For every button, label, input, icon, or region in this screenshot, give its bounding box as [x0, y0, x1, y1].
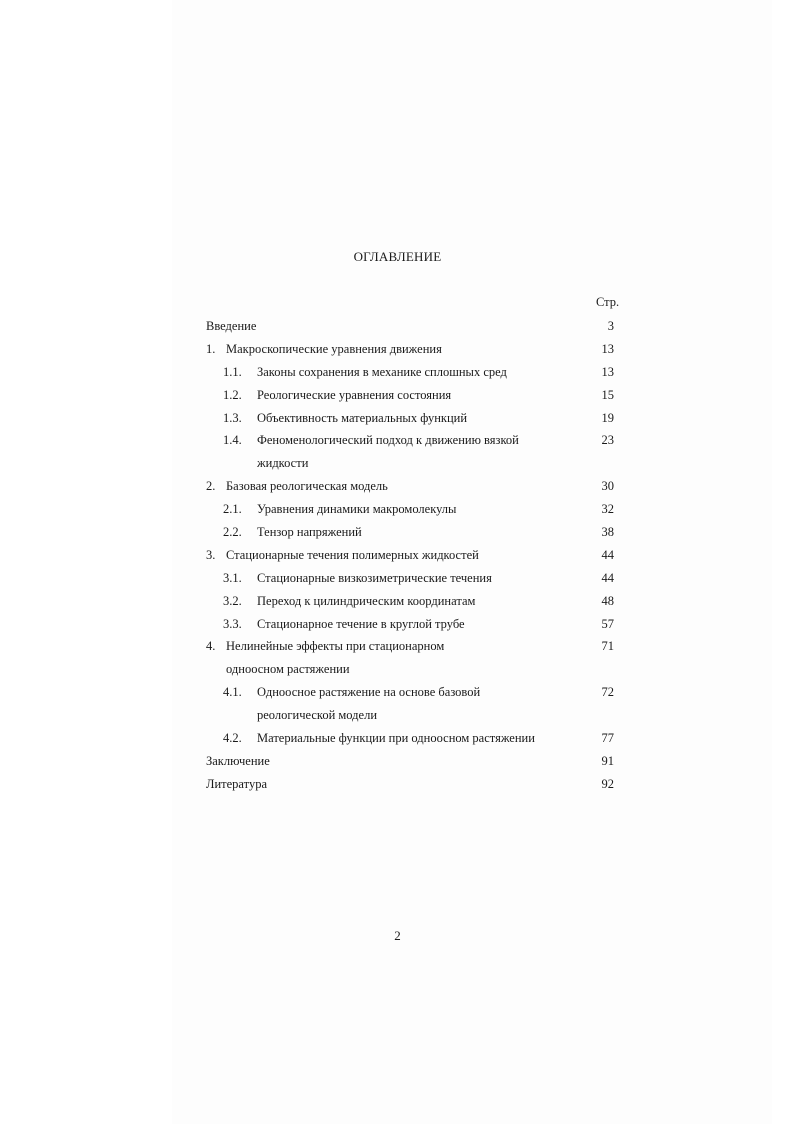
toc-entry-continuation	[206, 658, 626, 681]
toc-entry-page: 57	[601, 616, 614, 631]
toc-entry-number: 1.3.	[223, 410, 242, 425]
toc-entry-conclusion	[206, 750, 626, 773]
toc-entry-section-1-1	[206, 361, 626, 384]
toc-entry-page: 13	[601, 341, 614, 356]
toc-entry-title: Законы сохранения в механике сплошных сред	[257, 364, 507, 379]
toc-entry-number: 3.3.	[223, 616, 242, 631]
toc-entry-section-4-2	[206, 727, 626, 750]
toc-entry-chapter-3	[206, 544, 626, 567]
toc-entry-number: 1.2.	[223, 387, 242, 402]
toc-entry-page: 3	[607, 319, 614, 333]
toc-entry-title: Стационарные визкозиметрические течения	[257, 570, 492, 585]
toc-entry-number: 4.	[206, 639, 216, 654]
toc-entry-page: 91	[601, 753, 614, 768]
toc-entry-continuation	[206, 704, 626, 727]
table-of-contents	[206, 315, 626, 796]
toc-entry-number: 2.	[206, 479, 216, 494]
toc-entry-page: 72	[601, 685, 614, 700]
toc-entry-number: 2.1.	[223, 502, 242, 517]
toc-entry-title: Введение	[206, 319, 257, 333]
toc-entry-section-3-2	[206, 590, 626, 613]
toc-entry-page: 44	[601, 570, 614, 585]
toc-entry-title: Литература	[206, 776, 267, 791]
page-column-label: Стр.	[596, 295, 620, 309]
toc-entry-number: 4.1.	[223, 685, 242, 700]
toc-entry-section-2-2	[206, 521, 626, 544]
toc-entry-page: 19	[601, 410, 614, 425]
toc-entry-title: Объективность материальных функций	[257, 410, 468, 425]
toc-entry-page: 30	[601, 479, 614, 494]
toc-entry-number: 1.1.	[223, 364, 242, 379]
toc-entry-title: реологической модели	[257, 708, 378, 723]
toc-entry-title: Стационарное течение в круглой трубе	[257, 616, 465, 631]
toc-entry-page: 48	[601, 593, 614, 608]
toc-entry-number: 1.4.	[223, 433, 242, 448]
toc-entry-continuation	[206, 452, 626, 475]
toc-entry-page: 71	[601, 639, 614, 654]
toc-entry-title: жидкости	[257, 456, 309, 471]
toc-entry-section-1-2	[206, 384, 626, 407]
toc-entry-chapter-2	[206, 475, 626, 498]
toc-entry-page: 13	[601, 364, 614, 379]
toc-entry-page: 38	[601, 525, 614, 540]
toc-entry-title: Макроскопические уравнения движения	[226, 341, 442, 356]
toc-entry-chapter-1	[206, 338, 626, 361]
toc-entry-section-3-3	[206, 613, 626, 636]
toc-entry-page: 15	[601, 387, 614, 402]
page-number: 2	[394, 928, 401, 943]
toc-entry-title: Тензор напряжений	[257, 525, 362, 540]
toc-entry-section-1-3	[206, 407, 626, 430]
toc-entry-title: Нелинейные эффекты при стационарном	[226, 639, 445, 654]
toc-entry-title: Базовая реологическая модель	[226, 479, 388, 494]
toc-entry-section-1-4	[206, 429, 626, 452]
toc-entry-number: 3.	[206, 547, 216, 562]
toc-entry-chapter-4	[206, 635, 626, 658]
toc-entry-title: Заключение	[206, 753, 270, 768]
toc-entry-title: Переход к цилиндрическим координатам	[257, 593, 476, 608]
toc-entry-section-2-1	[206, 498, 626, 521]
toc-entry-page: 44	[601, 547, 614, 562]
toc-entry-title: Феноменологический подход к движению вязкой	[257, 433, 519, 448]
toc-entry-title: одноосном растяжении	[226, 662, 350, 677]
toc-entry-references	[206, 773, 626, 796]
toc-entry-page: 32	[601, 502, 614, 517]
toc-entry-number: 3.1.	[223, 570, 242, 585]
toc-entry-number: 3.2.	[223, 593, 242, 608]
toc-heading: ОГЛАВЛЕНИЕ	[353, 249, 442, 264]
toc-entry-page: 23	[601, 433, 614, 448]
toc-entry-title: Одноосное растяжение на основе базовой	[257, 685, 481, 700]
toc-entry-page: 92	[601, 776, 614, 791]
toc-entry-title: Уравнения динамики макромолекулы	[257, 502, 457, 517]
toc-entry-title: Материальные функции при одноосном растяжении	[257, 731, 535, 746]
toc-entry-title: Реологические уравнения состояния	[257, 387, 452, 402]
toc-entry-title: Стационарные течения полимерных жидкостей	[226, 547, 479, 562]
toc-entry-introduction	[206, 315, 626, 338]
toc-entry-section-4-1	[206, 681, 626, 704]
toc-entry-page: 77	[601, 731, 614, 746]
toc-entry-number: 4.2.	[223, 731, 242, 746]
toc-entry-number: 2.2.	[223, 525, 242, 540]
toc-entry-number: 1.	[206, 341, 216, 356]
toc-entry-section-3-1	[206, 567, 626, 590]
